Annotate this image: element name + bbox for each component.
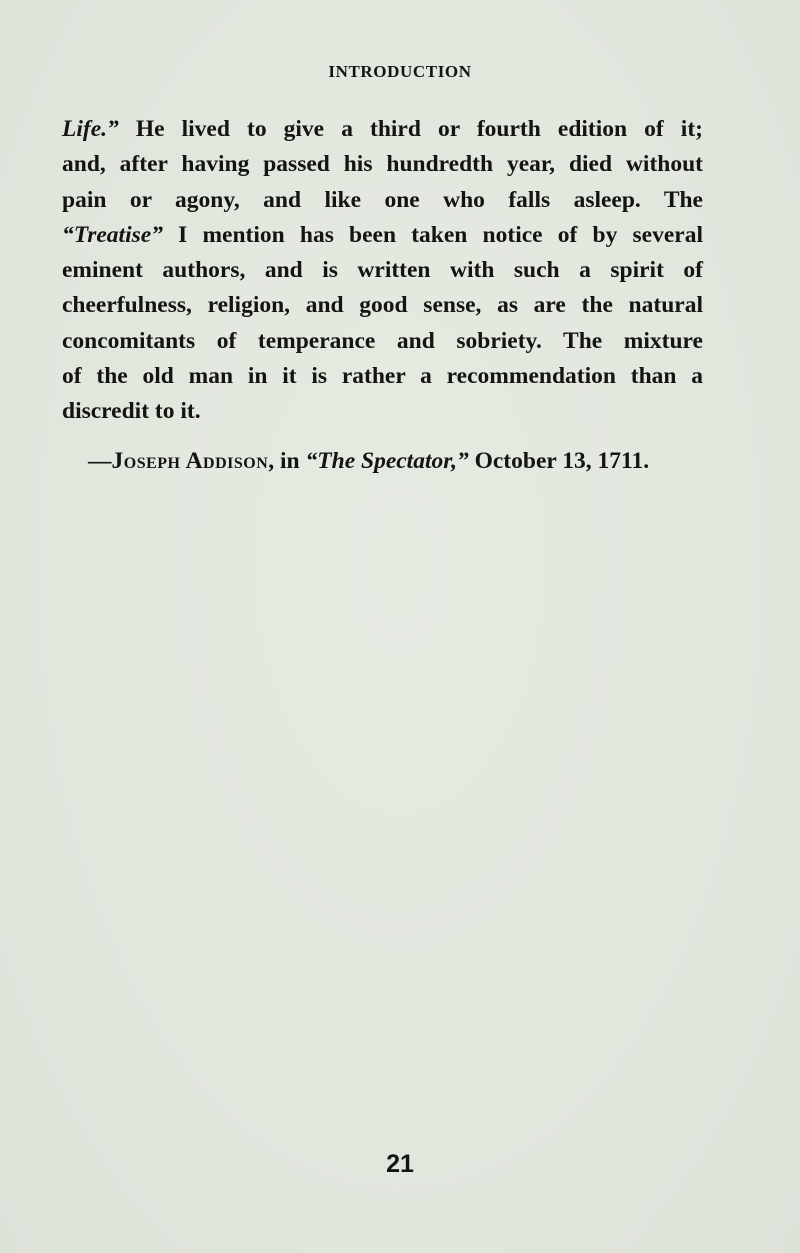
text-line: and, after having passed his hundredth year, died without bbox=[62, 151, 703, 178]
text-line bbox=[62, 218, 703, 253]
text-line: concomitants of temperance and sobriety. The mixture bbox=[62, 327, 703, 354]
em-dash: — bbox=[88, 448, 112, 474]
italic-title: Life.” bbox=[62, 116, 119, 142]
text-line bbox=[62, 112, 703, 147]
body-paragraph bbox=[62, 112, 703, 430]
work-title: “The Spectator,” bbox=[305, 448, 469, 474]
attribution bbox=[88, 448, 649, 475]
running-head: INTRODUCTION bbox=[328, 62, 472, 81]
text-line: of the old man in it is rather a recommendation than a bbox=[62, 363, 703, 390]
text-line: cheerfulness, religion, and good sense, as are the natural bbox=[62, 292, 703, 319]
line-text: I mention has been taken notice of by several bbox=[162, 221, 703, 248]
text-line: eminent authors, and is written with such a spirit of bbox=[62, 257, 703, 284]
page-number: 21 bbox=[386, 1150, 414, 1178]
text-line: discredit to it. bbox=[62, 398, 201, 425]
line-text: He lived to give a third or fourth edition of it; bbox=[118, 116, 703, 142]
attribution-connector: , in bbox=[268, 448, 306, 474]
attribution-date: October 13, 1711. bbox=[468, 448, 650, 474]
author-name: Joseph Addison bbox=[111, 448, 269, 474]
text-line: pain or agony, and like one who falls asleep. The bbox=[62, 186, 703, 213]
italic-title: “Treatise” bbox=[62, 221, 163, 248]
